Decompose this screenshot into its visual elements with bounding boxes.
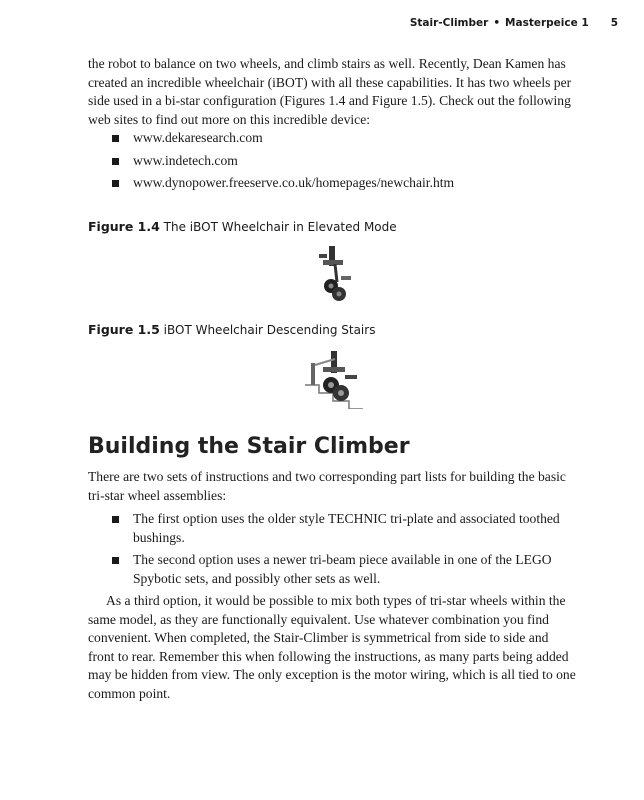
list-item bbox=[112, 551, 572, 588]
header-section: Masterpeice 1 bbox=[505, 17, 589, 29]
bullet-square-icon bbox=[112, 135, 119, 142]
list-item bbox=[112, 174, 572, 193]
figure-title: The iBOT Wheelchair in Elevated Mode bbox=[163, 220, 397, 234]
link-dynopower[interactable]: www.dynopower.freeserve.co.uk/homepages/newchair.htm bbox=[133, 175, 455, 191]
list-item bbox=[112, 152, 572, 171]
figure-number: Figure 1.5 bbox=[88, 322, 160, 337]
bullet-square-icon bbox=[112, 557, 119, 564]
link-list bbox=[112, 129, 572, 197]
chair-seat bbox=[323, 260, 343, 265]
chair-column bbox=[335, 264, 337, 282]
options-list bbox=[112, 510, 572, 592]
link-dekaresearch[interactable]: www.dekaresearch.com bbox=[133, 130, 263, 145]
running-header bbox=[410, 17, 618, 29]
section-heading: Building the Stair Climber bbox=[88, 434, 410, 459]
figure-title: iBOT Wheelchair Descending Stairs bbox=[163, 323, 376, 337]
header-separator: • bbox=[493, 17, 501, 29]
option-text: The second option uses a newer tri-beam piece available in one of the LEGO Spybotic sets, and possibly other sets as well. bbox=[133, 552, 552, 586]
list-item bbox=[112, 510, 572, 547]
page-number: 5 bbox=[610, 17, 618, 29]
ibot-elevated-image bbox=[307, 242, 361, 304]
link-indetech[interactable]: www.indetech.com bbox=[133, 152, 238, 168]
third-option-paragraph: As a third option, it would be possible to mix both types of tri-star wheels within the same model, as they are functionally equivalent. Use whatever combination you find convenient. When completed, the Stair-Climber is symmetrical from side to side and front to rear. Remember this when following the instructions, as many parts being added may be hidden from view. The only exception is the motor wiring, which is all tied to one common point. bbox=[88, 593, 576, 701]
list-item bbox=[112, 129, 572, 148]
option-text: The first option uses the older style TECHNIC tri-plate and associated toothed bushings. bbox=[133, 511, 560, 545]
figure-caption bbox=[88, 322, 375, 337]
bullet-square-icon bbox=[112, 180, 119, 187]
figure-caption bbox=[88, 219, 397, 234]
header-chapter: Stair-Climber bbox=[409, 17, 489, 29]
bullet-square-icon bbox=[112, 516, 119, 523]
ibot-stairs-image bbox=[305, 345, 363, 409]
sets-intro-paragraph: There are two sets of instructions and two corresponding part lists for building the basic tri-star wheel assemblies: bbox=[88, 469, 566, 503]
figure-number: Figure 1.4 bbox=[88, 219, 160, 234]
bullet-square-icon bbox=[112, 158, 119, 165]
intro-paragraph: the robot to balance on two wheels, and climb stairs as well. Recently, Dean Kamen has created an incredible wheelchair (iBOT) with all these capabilities. It has two wheels per side used in a bi-star configuration (Figures 1.4 and Figure 1.5). Check out the following web sites to find out more on this incredible device: bbox=[88, 56, 572, 127]
chair-seat bbox=[323, 367, 345, 372]
